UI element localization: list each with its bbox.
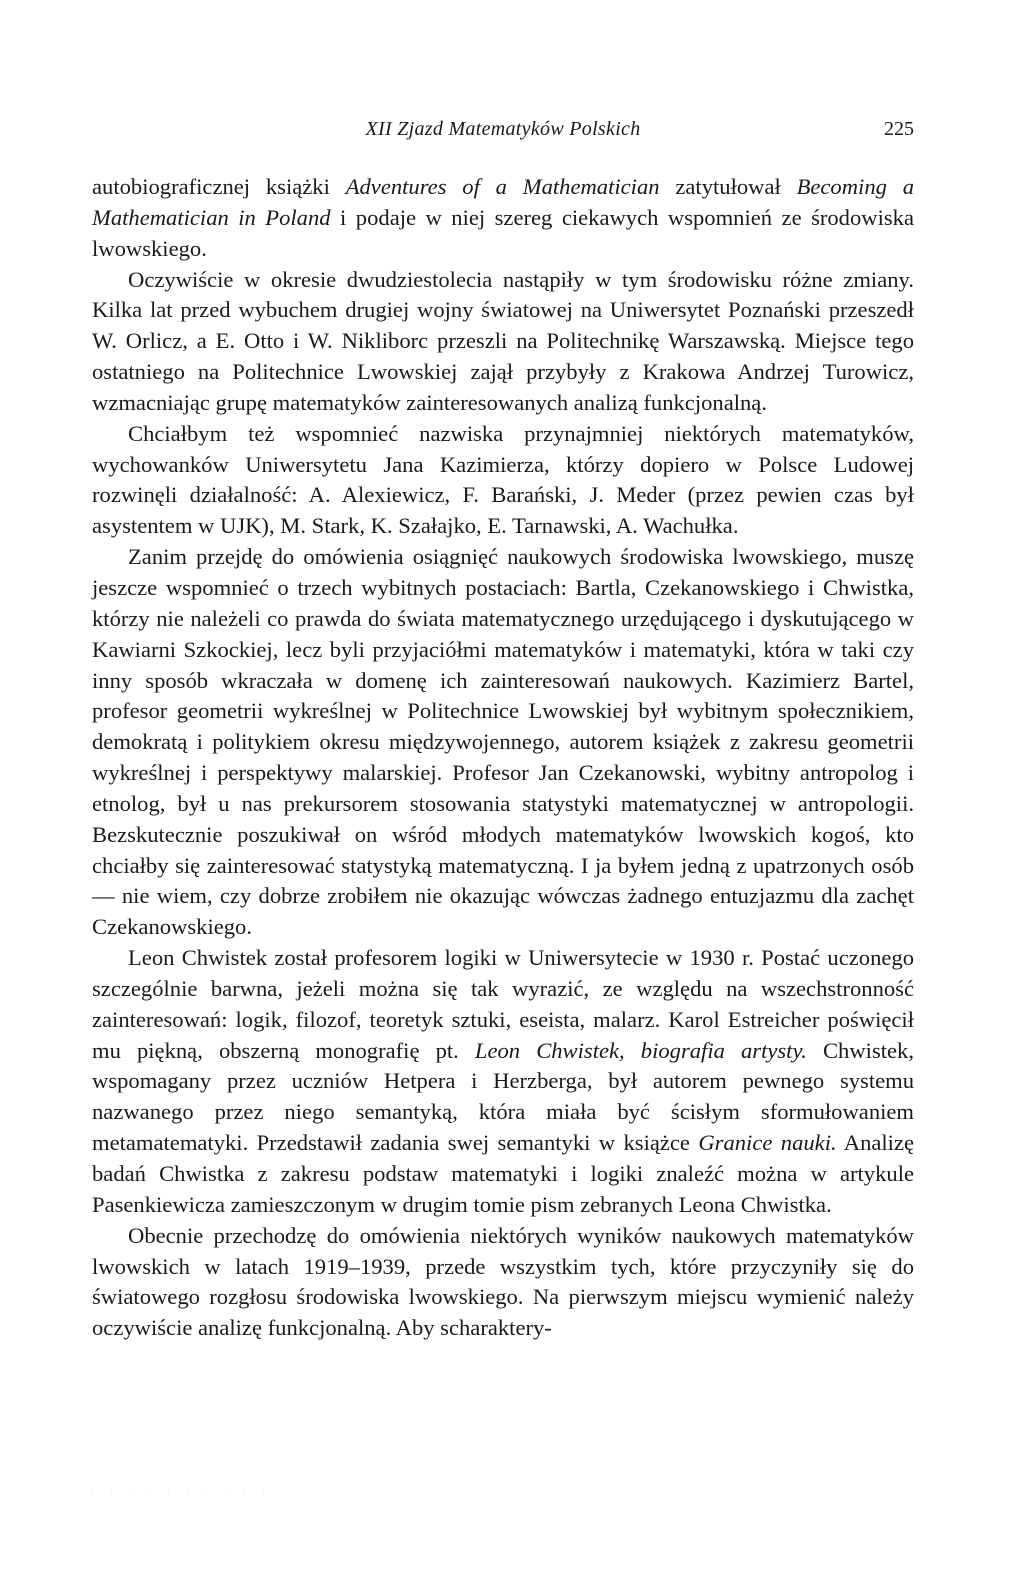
paragraph-text: Chwistek, wspomagany przez uczniów Hetpera i Herzberga, był autorem pewnego systemu nazwanego przez niego semantyką, która miała być ścisłym sformułowaniem metamatematyki. Przedstawił zadania swej semantyki w książce (92, 1037, 914, 1156)
page-number: 225 (884, 118, 914, 140)
running-head (92, 118, 914, 148)
italic-title: Leon Chwistek, biografia artysty. (474, 1037, 807, 1063)
italic-title: Granice nauki. (698, 1130, 837, 1156)
faint-footer-mark: . . . . . . . . . . (92, 1490, 273, 1496)
paragraph (92, 943, 914, 1221)
paragraph-text: autobiograficznej książki (92, 174, 346, 199)
paragraph-text: Leon Chwistek został profesorem logiki w Uniwersytecie w 1930 r. Postać uczonego szczególnie barwna, jeżeli można się tak wyrazić, ze względu na wszechstronność zainteresowań: logik, filozof, teoretyk sztuki, eseista, malarz. Karol Estreicher poświęcił mu piękną, obszerną monografię pt. (92, 945, 914, 1063)
paragraph (92, 1221, 914, 1344)
paragraph-text: Oczywiście w okresie dwudziestolecia nastąpiły w tym środowisku różne zmiany. Kilka lat przed wybuchem drugiej wojny światowej na Uniwersytet Poznański przeszedł W. Orlicz, a E. Otto i W. Nikliborc przeszli na Politechnikę Warszawską. Miejsce tego ostatniego na Politechnice Lwowskiej zajął przybyły z Krakowa Andrzej Turowicz, wzmacniając grupę matematyków zainteresowanych analizą funkcjonalną. (92, 266, 914, 415)
paragraph (92, 172, 914, 265)
paragraph-text: Zanim przejdę do omówienia osiągnięć naukowych środowiska lwowskiego, muszę jeszcze wspomnieć o trzech wybitnych postaciach: Bartla, Czekanowskiego i Chwistka, którzy nie należeli co prawda do świata matematycznego urzędującego i dyskutującego w Kawiarni Szkockiej, lecz byli przyjaciółmi matematyków i matematyki, która w taki czy inny sposób wkraczała w domenę ich zainteresowań naukowych. Kazimierz Bartel, profesor geometrii wykreślnej w Politechnice Lwowskiej był wybitnym społecznikiem, demokratą i politykiem okresu międzywojennego, autorem książek z zakresu geometrii wykreślnej i perspektywy malarskiej. Profesor Jan Czekanowski, wybitny antropolog i etnolog, był u nas prekursorem stosowania statystyki matematycznej w antropologii. Bezskutecznie poszukiwał on wśród młodych matematyków lwowskich kogoś, kto chciałby się zainteresować statystyką matematyczną. I ja byłem jedną z upatrzonych osób — nie wiem, czy dobrze zrobiłem nie okazując wówczas żadnego entuzjazmu dla zachęt Czekanowskiego. (92, 544, 914, 940)
paragraph-text: Analizę badań Chwistka z zakresu podstaw matematyki i logiki znaleźć można w artykule Pasenkiewicza zamieszczonym w drugim tomie pism zebranych Leona Chwistka. (92, 1130, 915, 1217)
paragraph-text: zatytułował (659, 174, 797, 199)
paragraph (92, 419, 914, 542)
paragraph-text: Obecnie przechodzę do omówienia niektórych wyników naukowych matematyków lwowskich w latach 1919–1939, przede wszystkim tych, które przyczyniły się do światowego rozgłosu środowiska lwowskiego. Na pierwszym miejscu wymienić należy oczywiście analizę funkcjonalną. Aby scharaktery- (92, 1222, 914, 1341)
paragraph (92, 265, 914, 419)
italic-title: Becoming a Mathematician in Poland (92, 174, 915, 230)
italic-title: Adventures of a Mathematician (345, 174, 660, 199)
paragraph (92, 542, 914, 943)
body-text (92, 172, 914, 1344)
paragraph-text: Chciałbym też wspomnieć nazwiska przynajmniej niektórych matematyków, wychowanków Uniwersytetu Jana Kazimierza, którzy dopiero w Polsce Ludowej rozwinęli działalność: A. Alexiewicz, F. Barański, J. Meder (przez pewien czas był asystentem w UJK), M. Stark, K. Szałajko, E. Tarnawski, A. Wachułka. (92, 420, 914, 539)
running-title: XII Zjazd Matematyków Polskich (365, 118, 641, 140)
paragraph-text: i podaje w niej szereg ciekawych wspomnień ze środowiska lwowskiego. (92, 204, 914, 261)
